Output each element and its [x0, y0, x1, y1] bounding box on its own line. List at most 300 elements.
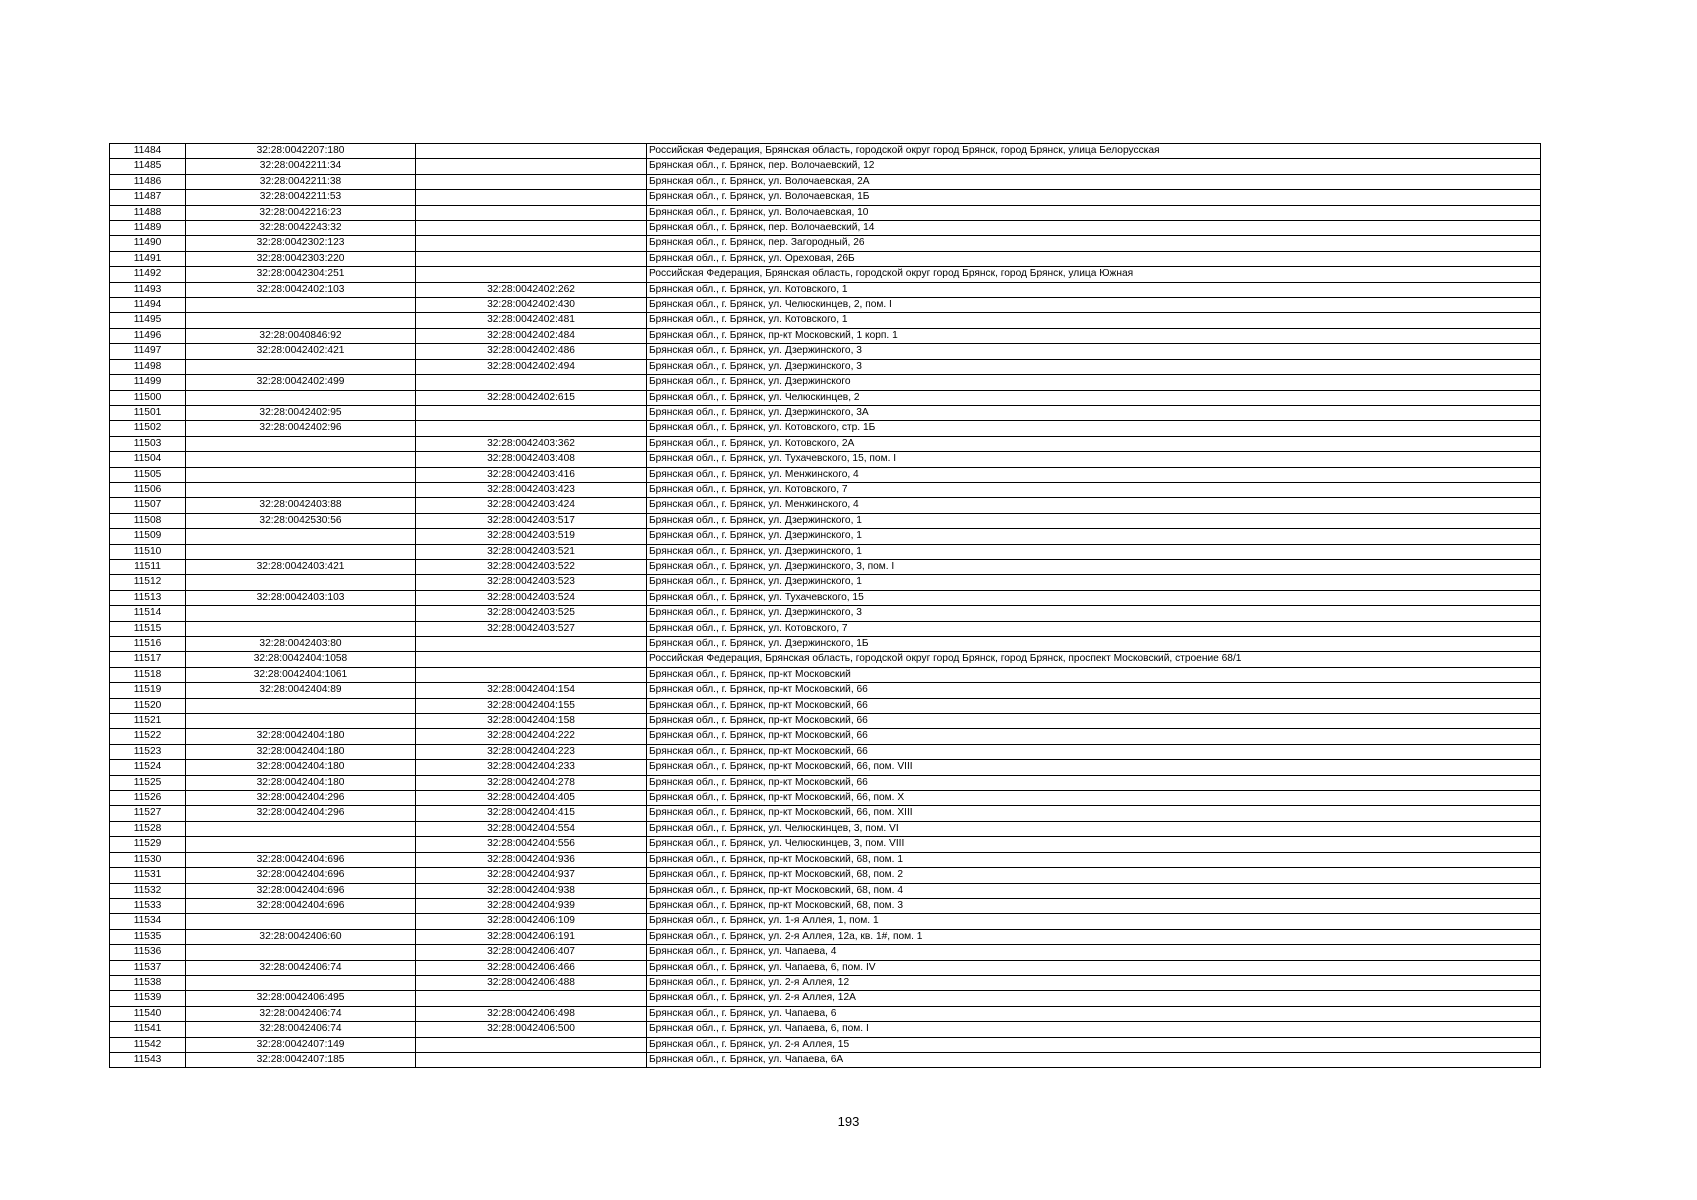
table-row: [110, 883, 1541, 898]
table-row: [110, 313, 1541, 328]
row-number-cell: 11529: [110, 837, 186, 852]
related-cadastral-number-cell: 32:28:0042403:408: [416, 452, 647, 467]
cadastral-number-cell: [186, 482, 416, 497]
address-cell: Брянская обл., г. Брянск, ул. Челюскинцев, 2: [647, 390, 1541, 405]
row-number-cell: 11521: [110, 714, 186, 729]
related-cadastral-number-cell: 32:28:0042404:556: [416, 837, 647, 852]
related-cadastral-number-cell: [416, 405, 647, 420]
row-number-cell: 11493: [110, 282, 186, 297]
cadastral-number-cell: 32:28:0042302:123: [186, 236, 416, 251]
cadastral-number-cell: 32:28:0042403:421: [186, 559, 416, 574]
row-number-cell: 11502: [110, 421, 186, 436]
address-cell: Брянская обл., г. Брянск, ул. Чапаева, 6: [647, 1006, 1541, 1021]
table-row: [110, 267, 1541, 282]
cadastral-number-cell: [186, 467, 416, 482]
table-row: [110, 221, 1541, 236]
address-cell: Брянская обл., г. Брянск, ул. Чапаева, 6А: [647, 1052, 1541, 1067]
address-cell: Брянская обл., г. Брянск, ул. Ореховая, 26Б: [647, 251, 1541, 266]
table-row: [110, 791, 1541, 806]
row-number-cell: 11534: [110, 914, 186, 929]
related-cadastral-number-cell: 32:28:0042403:522: [416, 559, 647, 574]
table-row: [110, 144, 1541, 159]
table-row: [110, 298, 1541, 313]
address-cell: Брянская обл., г. Брянск, ул. Дзержинского, 3А: [647, 405, 1541, 420]
table-row: [110, 282, 1541, 297]
row-number-cell: 11495: [110, 313, 186, 328]
cadastral-number-cell: 32:28:0042406:495: [186, 991, 416, 1006]
cadastral-number-cell: [186, 606, 416, 621]
row-number-cell: 11496: [110, 328, 186, 343]
address-cell: Брянская обл., г. Брянск, ул. 2-я Аллея, 12А: [647, 991, 1541, 1006]
row-number-cell: 11535: [110, 929, 186, 944]
table-row: [110, 328, 1541, 343]
address-cell: Брянская обл., г. Брянск, ул. Тухачевского, 15: [647, 590, 1541, 605]
row-number-cell: 11527: [110, 806, 186, 821]
address-cell: Брянская обл., г. Брянск, ул. Дзержинского, 1Б: [647, 637, 1541, 652]
row-number-cell: 11539: [110, 991, 186, 1006]
row-number-cell: 11533: [110, 898, 186, 913]
cadastral-number-cell: 32:28:0042404:89: [186, 683, 416, 698]
table-row: [110, 621, 1541, 636]
related-cadastral-number-cell: [416, 375, 647, 390]
cadastral-number-cell: 32:28:0042402:95: [186, 405, 416, 420]
address-cell: Брянская обл., г. Брянск, пр-кт Московский, 66: [647, 714, 1541, 729]
related-cadastral-number-cell: 32:28:0042404:155: [416, 698, 647, 713]
row-number-cell: 11508: [110, 513, 186, 528]
address-cell: Брянская обл., г. Брянск, ул. Дзержинского, 3, пом. I: [647, 559, 1541, 574]
table-row: [110, 251, 1541, 266]
cadastral-number-cell: [186, 975, 416, 990]
table-row: [110, 544, 1541, 559]
cadastral-number-cell: 32:28:0042402:421: [186, 344, 416, 359]
row-number-cell: 11498: [110, 359, 186, 374]
address-cell: Брянская обл., г. Брянск, ул. Котовского, 7: [647, 482, 1541, 497]
cadastral-number-cell: 32:28:0042211:38: [186, 174, 416, 189]
address-cell: Брянская обл., г. Брянск, ул. Дзержинского, 1: [647, 529, 1541, 544]
row-number-cell: 11491: [110, 251, 186, 266]
address-cell: Брянская обл., г. Брянск, ул. Челюскинцев, 3, пом. VIII: [647, 837, 1541, 852]
related-cadastral-number-cell: [416, 144, 647, 159]
address-cell: Брянская обл., г. Брянск, ул. Котовского, стр. 1Б: [647, 421, 1541, 436]
related-cadastral-number-cell: [416, 221, 647, 236]
table-row: [110, 698, 1541, 713]
related-cadastral-number-cell: 32:28:0042404:936: [416, 852, 647, 867]
related-cadastral-number-cell: 32:28:0042404:223: [416, 744, 647, 759]
address-cell: Брянская обл., г. Брянск, ул. Чапаева, 6, пом. IV: [647, 960, 1541, 975]
table-row: [110, 837, 1541, 852]
page-number: 193: [837, 1114, 860, 1129]
cadastral-number-cell: [186, 544, 416, 559]
address-cell: Брянская обл., г. Брянск, ул. Котовского, 2А: [647, 436, 1541, 451]
address-cell: Брянская обл., г. Брянск, пр-кт Московский, 66, пом. Х: [647, 791, 1541, 806]
table-row: [110, 421, 1541, 436]
address-cell: Брянская обл., г. Брянск, пр-кт Московский, 66, пом. VIII: [647, 760, 1541, 775]
table-body: [110, 144, 1541, 1068]
cadastral-number-cell: [186, 313, 416, 328]
row-number-cell: 11518: [110, 667, 186, 682]
table-row: [110, 436, 1541, 451]
row-number-cell: 11541: [110, 1022, 186, 1037]
related-cadastral-number-cell: 32:28:0042402:484: [416, 328, 647, 343]
row-number-cell: 11517: [110, 652, 186, 667]
related-cadastral-number-cell: 32:28:0042403:523: [416, 575, 647, 590]
table-row: [110, 159, 1541, 174]
address-cell: Брянская обл., г. Брянск, ул. Волочаевская, 10: [647, 205, 1541, 220]
address-cell: Брянская обл., г. Брянск, пр-кт Московский, 66: [647, 698, 1541, 713]
row-number-cell: 11506: [110, 482, 186, 497]
row-number-cell: 11538: [110, 975, 186, 990]
row-number-cell: 11510: [110, 544, 186, 559]
cadastral-number-cell: [186, 837, 416, 852]
row-number-cell: 11507: [110, 498, 186, 513]
table-row: [110, 991, 1541, 1006]
row-number-cell: 11519: [110, 683, 186, 698]
related-cadastral-number-cell: 32:28:0042404:554: [416, 821, 647, 836]
related-cadastral-number-cell: 32:28:0042403:416: [416, 467, 647, 482]
table-row: [110, 975, 1541, 990]
related-cadastral-number-cell: 32:28:0042403:519: [416, 529, 647, 544]
row-number-cell: 11525: [110, 775, 186, 790]
table-row: [110, 375, 1541, 390]
row-number-cell: 11505: [110, 467, 186, 482]
table-row: [110, 575, 1541, 590]
row-number-cell: 11537: [110, 960, 186, 975]
cadastral-number-cell: 32:28:0042406:74: [186, 1006, 416, 1021]
row-number-cell: 11486: [110, 174, 186, 189]
related-cadastral-number-cell: [416, 637, 647, 652]
row-number-cell: 11523: [110, 744, 186, 759]
related-cadastral-number-cell: 32:28:0042403:423: [416, 482, 647, 497]
related-cadastral-number-cell: [416, 421, 647, 436]
cadastral-number-cell: [186, 698, 416, 713]
address-cell: Брянская обл., г. Брянск, ул. Чапаева, 4: [647, 945, 1541, 960]
address-cell: Брянская обл., г. Брянск, пр-кт Московский: [647, 667, 1541, 682]
cadastral-number-cell: [186, 575, 416, 590]
cadastral-number-cell: [186, 621, 416, 636]
related-cadastral-number-cell: [416, 667, 647, 682]
table-row: [110, 945, 1541, 960]
table-row: [110, 236, 1541, 251]
row-number-cell: 11543: [110, 1052, 186, 1067]
cadastral-number-cell: [186, 821, 416, 836]
cadastral-number-cell: 32:28:0042404:696: [186, 852, 416, 867]
address-cell: Брянская обл., г. Брянск, ул. Дзержинского, 1: [647, 544, 1541, 559]
related-cadastral-number-cell: 32:28:0042404:233: [416, 760, 647, 775]
row-number-cell: 11501: [110, 405, 186, 420]
cadastral-number-cell: [186, 945, 416, 960]
address-cell: Брянская обл., г. Брянск, ул. Волочаевская, 1Б: [647, 190, 1541, 205]
related-cadastral-number-cell: [416, 1052, 647, 1067]
address-cell: Брянская обл., г. Брянск, ул. 2-я Аллея, 15: [647, 1037, 1541, 1052]
address-cell: Российская Федерация, Брянская область, городской округ город Брянск, город Брянск, улица Южная: [647, 267, 1541, 282]
related-cadastral-number-cell: [416, 174, 647, 189]
cadastral-number-cell: 32:28:0042402:96: [186, 421, 416, 436]
address-cell: Брянская обл., г. Брянск, ул. Дзержинского, 3: [647, 606, 1541, 621]
address-cell: Брянская обл., г. Брянск, ул. Менжинского, 4: [647, 467, 1541, 482]
table-row: [110, 405, 1541, 420]
table-row: [110, 359, 1541, 374]
cadastral-number-cell: 32:28:0042407:149: [186, 1037, 416, 1052]
cadastral-number-cell: 32:28:0042304:251: [186, 267, 416, 282]
cadastral-number-cell: 32:28:0042216:23: [186, 205, 416, 220]
related-cadastral-number-cell: 32:28:0042404:939: [416, 898, 647, 913]
address-cell: Брянская обл., г. Брянск, пер. Загородный, 26: [647, 236, 1541, 251]
row-number-cell: 11492: [110, 267, 186, 282]
address-cell: Брянская обл., г. Брянск, ул. Тухачевского, 15, пом. I: [647, 452, 1541, 467]
table-row: [110, 852, 1541, 867]
cadastral-number-cell: 32:28:0042404:296: [186, 806, 416, 821]
cadastral-number-cell: 32:28:0042211:53: [186, 190, 416, 205]
row-number-cell: 11485: [110, 159, 186, 174]
table-row: [110, 344, 1541, 359]
table-row: [110, 513, 1541, 528]
address-cell: Брянская обл., г. Брянск, ул. 2-я Аллея, 12: [647, 975, 1541, 990]
cadastral-number-cell: 32:28:0042404:696: [186, 883, 416, 898]
table-row: [110, 174, 1541, 189]
row-number-cell: 11526: [110, 791, 186, 806]
related-cadastral-number-cell: 32:28:0042404:405: [416, 791, 647, 806]
cadastral-number-cell: [186, 714, 416, 729]
address-cell: Брянская обл., г. Брянск, пр-кт Московский, 68, пом. 2: [647, 868, 1541, 883]
table-row: [110, 529, 1541, 544]
row-number-cell: 11503: [110, 436, 186, 451]
table-row: [110, 190, 1541, 205]
related-cadastral-number-cell: 32:28:0042403:424: [416, 498, 647, 513]
address-cell: Брянская обл., г. Брянск, ул. Чапаева, 6, пом. I: [647, 1022, 1541, 1037]
table-row: [110, 637, 1541, 652]
address-cell: Брянская обл., г. Брянск, пер. Волочаевский, 14: [647, 221, 1541, 236]
related-cadastral-number-cell: 32:28:0042402:615: [416, 390, 647, 405]
row-number-cell: 11488: [110, 205, 186, 220]
related-cadastral-number-cell: 32:28:0042404:158: [416, 714, 647, 729]
row-number-cell: 11515: [110, 621, 186, 636]
table-row: [110, 683, 1541, 698]
cadastral-number-cell: 32:28:0042406:74: [186, 960, 416, 975]
related-cadastral-number-cell: 32:28:0042406:500: [416, 1022, 647, 1037]
cadastral-number-cell: [186, 452, 416, 467]
address-cell: Брянская обл., г. Брянск, пр-кт Московский, 68, пом. 3: [647, 898, 1541, 913]
cadastral-number-cell: [186, 914, 416, 929]
related-cadastral-number-cell: 32:28:0042404:154: [416, 683, 647, 698]
address-cell: Брянская обл., г. Брянск, ул. Дзержинского: [647, 375, 1541, 390]
related-cadastral-number-cell: 32:28:0042402:481: [416, 313, 647, 328]
related-cadastral-number-cell: 32:28:0042404:937: [416, 868, 647, 883]
table-row: [110, 806, 1541, 821]
related-cadastral-number-cell: 32:28:0042402:486: [416, 344, 647, 359]
related-cadastral-number-cell: 32:28:0042403:527: [416, 621, 647, 636]
cadastral-number-cell: 32:28:0042406:60: [186, 929, 416, 944]
row-number-cell: 11531: [110, 868, 186, 883]
cadastral-number-cell: 32:28:0042403:103: [186, 590, 416, 605]
cadastre-table: [109, 143, 1541, 1068]
cadastral-number-cell: 32:28:0042404:180: [186, 775, 416, 790]
table-row: [110, 714, 1541, 729]
related-cadastral-number-cell: 32:28:0042406:498: [416, 1006, 647, 1021]
address-cell: Брянская обл., г. Брянск, ул. Дзержинского, 3: [647, 359, 1541, 374]
row-number-cell: 11536: [110, 945, 186, 960]
address-cell: Брянская обл., г. Брянск, ул. Челюскинцев, 2, пом. I: [647, 298, 1541, 313]
address-cell: Брянская обл., г. Брянск, пр-кт Московский, 66: [647, 683, 1541, 698]
cadastral-number-cell: 32:28:0042530:56: [186, 513, 416, 528]
row-number-cell: 11504: [110, 452, 186, 467]
address-cell: Брянская обл., г. Брянск, пр-кт Московский, 68, пом. 1: [647, 852, 1541, 867]
table-row: [110, 960, 1541, 975]
row-number-cell: 11532: [110, 883, 186, 898]
table-row: [110, 590, 1541, 605]
table-row: [110, 205, 1541, 220]
cadastral-number-cell: 32:28:0042406:74: [186, 1022, 416, 1037]
table-row: [110, 559, 1541, 574]
related-cadastral-number-cell: 32:28:0042402:430: [416, 298, 647, 313]
related-cadastral-number-cell: [416, 652, 647, 667]
row-number-cell: 11528: [110, 821, 186, 836]
related-cadastral-number-cell: 32:28:0042403:525: [416, 606, 647, 621]
address-cell: Брянская обл., г. Брянск, ул. Дзержинского, 3: [647, 344, 1541, 359]
related-cadastral-number-cell: 32:28:0042404:415: [416, 806, 647, 821]
row-number-cell: 11484: [110, 144, 186, 159]
row-number-cell: 11540: [110, 1006, 186, 1021]
table-row: [110, 898, 1541, 913]
cadastral-number-cell: 32:28:0040846:92: [186, 328, 416, 343]
related-cadastral-number-cell: [416, 205, 647, 220]
related-cadastral-number-cell: 32:28:0042406:466: [416, 960, 647, 975]
row-number-cell: 11489: [110, 221, 186, 236]
cadastral-number-cell: [186, 390, 416, 405]
address-cell: Брянская обл., г. Брянск, ул. Дзержинского, 1: [647, 575, 1541, 590]
cadastral-number-cell: 32:28:0042243:32: [186, 221, 416, 236]
table-row: [110, 929, 1541, 944]
cadastral-number-cell: 32:28:0042404:1061: [186, 667, 416, 682]
related-cadastral-number-cell: [416, 1037, 647, 1052]
related-cadastral-number-cell: 32:28:0042403:521: [416, 544, 647, 559]
table-row: [110, 821, 1541, 836]
table-row: [110, 652, 1541, 667]
table-row: [110, 467, 1541, 482]
address-cell: Брянская обл., г. Брянск, ул. Волочаевская, 2А: [647, 174, 1541, 189]
table-row: [110, 1022, 1541, 1037]
address-cell: Брянская обл., г. Брянск, ул. 2-я Аллея, 12а, кв. 1#, пом. 1: [647, 929, 1541, 944]
row-number-cell: 11499: [110, 375, 186, 390]
related-cadastral-number-cell: [416, 190, 647, 205]
row-number-cell: 11500: [110, 390, 186, 405]
related-cadastral-number-cell: 32:28:0042404:938: [416, 883, 647, 898]
row-number-cell: 11520: [110, 698, 186, 713]
related-cadastral-number-cell: 32:28:0042406:488: [416, 975, 647, 990]
related-cadastral-number-cell: 32:28:0042404:222: [416, 729, 647, 744]
related-cadastral-number-cell: 32:28:0042406:191: [416, 929, 647, 944]
cadastral-number-cell: 32:28:0042404:696: [186, 868, 416, 883]
table-row: [110, 452, 1541, 467]
row-number-cell: 11513: [110, 590, 186, 605]
address-cell: Брянская обл., г. Брянск, пер. Волочаевский, 12: [647, 159, 1541, 174]
related-cadastral-number-cell: 32:28:0042404:278: [416, 775, 647, 790]
address-cell: Брянская обл., г. Брянск, ул. Дзержинского, 1: [647, 513, 1541, 528]
related-cadastral-number-cell: [416, 991, 647, 1006]
table-row: [110, 775, 1541, 790]
cadastral-number-cell: [186, 529, 416, 544]
row-number-cell: 11522: [110, 729, 186, 744]
table-row: [110, 729, 1541, 744]
row-number-cell: 11509: [110, 529, 186, 544]
row-number-cell: 11524: [110, 760, 186, 775]
related-cadastral-number-cell: 32:28:0042406:407: [416, 945, 647, 960]
address-cell: Российская Федерация, Брянская область, городской округ город Брянск, город Брянск, улица Белорусская: [647, 144, 1541, 159]
address-cell: Брянская обл., г. Брянск, ул. Котовского, 1: [647, 282, 1541, 297]
row-number-cell: 11542: [110, 1037, 186, 1052]
table-row: [110, 1037, 1541, 1052]
address-cell: Брянская обл., г. Брянск, ул. Котовского, 7: [647, 621, 1541, 636]
row-number-cell: 11516: [110, 637, 186, 652]
cadastral-number-cell: [186, 436, 416, 451]
cadastral-number-cell: [186, 298, 416, 313]
related-cadastral-number-cell: 32:28:0042403:362: [416, 436, 647, 451]
table-row: [110, 606, 1541, 621]
table-row: [110, 390, 1541, 405]
cadastral-number-cell: 32:28:0042404:1058: [186, 652, 416, 667]
table-row: [110, 760, 1541, 775]
row-number-cell: 11512: [110, 575, 186, 590]
row-number-cell: 11511: [110, 559, 186, 574]
table-row: [110, 1052, 1541, 1067]
row-number-cell: 11514: [110, 606, 186, 621]
table-row: [110, 482, 1541, 497]
address-cell: Брянская обл., г. Брянск, ул. Котовского, 1: [647, 313, 1541, 328]
cadastral-number-cell: 32:28:0042402:103: [186, 282, 416, 297]
address-cell: Брянская обл., г. Брянск, ул. Менжинского, 4: [647, 498, 1541, 513]
address-cell: Брянская обл., г. Брянск, пр-кт Московский, 66: [647, 744, 1541, 759]
cadastral-number-cell: 32:28:0042404:180: [186, 760, 416, 775]
related-cadastral-number-cell: 32:28:0042402:494: [416, 359, 647, 374]
table-row: [110, 1006, 1541, 1021]
table-row: [110, 498, 1541, 513]
address-cell: Брянская обл., г. Брянск, ул. 1-я Аллея, 1, пом. 1: [647, 914, 1541, 929]
related-cadastral-number-cell: 32:28:0042403:524: [416, 590, 647, 605]
cadastral-number-cell: 32:28:0042404:180: [186, 744, 416, 759]
address-cell: Брянская обл., г. Брянск, пр-кт Московский, 68, пом. 4: [647, 883, 1541, 898]
cadastral-number-cell: 32:28:0042403:88: [186, 498, 416, 513]
cadastral-number-cell: [186, 359, 416, 374]
address-cell: Брянская обл., г. Брянск, пр-кт Московский, 66, пом. XIII: [647, 806, 1541, 821]
cadastral-number-cell: 32:28:0042402:499: [186, 375, 416, 390]
cadastral-number-cell: 32:28:0042303:220: [186, 251, 416, 266]
related-cadastral-number-cell: 32:28:0042406:109: [416, 914, 647, 929]
row-number-cell: 11490: [110, 236, 186, 251]
cadastral-number-cell: 32:28:0042403:80: [186, 637, 416, 652]
table-row: [110, 914, 1541, 929]
cadastral-number-cell: 32:28:0042207:180: [186, 144, 416, 159]
related-cadastral-number-cell: [416, 236, 647, 251]
table-row: [110, 744, 1541, 759]
related-cadastral-number-cell: [416, 267, 647, 282]
table-row: [110, 868, 1541, 883]
cadastral-number-cell: 32:28:0042404:180: [186, 729, 416, 744]
address-cell: Российская Федерация, Брянская область, городской округ город Брянск, город Брянск, проспект Московский, строение 68/1: [647, 652, 1541, 667]
row-number-cell: 11487: [110, 190, 186, 205]
related-cadastral-number-cell: 32:28:0042403:517: [416, 513, 647, 528]
address-cell: Брянская обл., г. Брянск, ул. Челюскинцев, 3, пом. VI: [647, 821, 1541, 836]
row-number-cell: 11497: [110, 344, 186, 359]
related-cadastral-number-cell: [416, 251, 647, 266]
cadastral-number-cell: 32:28:0042211:34: [186, 159, 416, 174]
cadastral-number-cell: 32:28:0042407:185: [186, 1052, 416, 1067]
address-cell: Брянская обл., г. Брянск, пр-кт Московский, 1 корп. 1: [647, 328, 1541, 343]
row-number-cell: 11530: [110, 852, 186, 867]
address-cell: Брянская обл., г. Брянск, пр-кт Московский, 66: [647, 775, 1541, 790]
row-number-cell: 11494: [110, 298, 186, 313]
address-cell: Брянская обл., г. Брянск, пр-кт Московский, 66: [647, 729, 1541, 744]
table-row: [110, 667, 1541, 682]
related-cadastral-number-cell: 32:28:0042402:262: [416, 282, 647, 297]
